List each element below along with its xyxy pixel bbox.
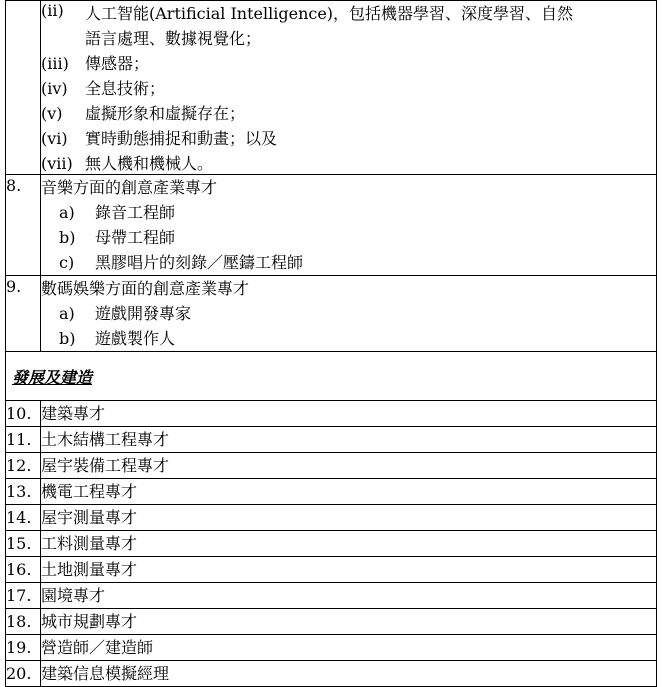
list-item [41, 76, 656, 101]
table-row [6, 557, 657, 583]
row-body-cell [41, 175, 657, 276]
row-text: 營造師／建造師 [41, 635, 657, 661]
list-item [41, 1, 656, 26]
table-row [6, 609, 657, 635]
row-text: 工料測量專才 [41, 531, 657, 557]
item-text: 人工智能(Artificial Intelligence)，包括機器學習、深度學習、自然 [85, 4, 574, 23]
section-header-row [6, 352, 657, 401]
item-text: 遊戲製作人 [95, 329, 176, 348]
table-row [6, 505, 657, 531]
section-title: 發展及建造 [12, 367, 93, 387]
list-item [41, 126, 656, 151]
table-row [6, 427, 657, 453]
table-row [6, 175, 657, 276]
table-row [6, 531, 657, 557]
item-text: 虛擬形象和虛擬存在； [85, 104, 246, 123]
item-label: b) [59, 329, 76, 348]
row-number: 18. [6, 609, 41, 635]
row-text: 城市規劃專才 [41, 609, 657, 635]
row-number: 9. [6, 276, 41, 352]
list-item [41, 151, 656, 176]
talent-list-table [5, 0, 657, 687]
table-row [6, 1, 657, 175]
category-title: 數碼娛樂方面的創意產業專才 [41, 279, 250, 298]
row-body-cell [41, 276, 657, 352]
row-text: 建築專才 [41, 401, 657, 427]
row-text: 土地測量專才 [41, 557, 657, 583]
row-number: 8. [6, 175, 41, 276]
list-item [41, 51, 656, 76]
item-label: b) [59, 228, 76, 247]
row-text: 土木結構工程專才 [41, 427, 657, 453]
item-label: a) [59, 203, 75, 222]
row-number: 13. [6, 479, 41, 505]
table-row [6, 635, 657, 661]
item-text: 錄音工程師 [95, 203, 176, 222]
list-item [41, 326, 656, 351]
item-text: 母帶工程師 [95, 228, 176, 247]
item-label: (iii) [41, 54, 69, 73]
item-text-continued: 語言處理、數據視覺化； [85, 29, 262, 48]
list-item [41, 225, 656, 250]
row-number: 14. [6, 505, 41, 531]
category-title: 音樂方面的創意產業專才 [41, 178, 218, 197]
row-number: 20. [6, 661, 41, 687]
list-item [41, 101, 656, 126]
list-item [41, 301, 656, 326]
row-number: 19. [6, 635, 41, 661]
row-number: 11. [6, 427, 41, 453]
row-number: 16. [6, 557, 41, 583]
table-row [6, 276, 657, 352]
row-number: 12. [6, 453, 41, 479]
row-number-cell [6, 1, 41, 175]
row-text: 機電工程專才 [41, 479, 657, 505]
table-row [6, 401, 657, 427]
row-text: 屋宇測量專才 [41, 505, 657, 531]
table-row [6, 661, 657, 687]
item-text: 傳感器； [85, 54, 150, 73]
list-item [41, 250, 656, 275]
item-text: 全息技術； [85, 79, 166, 98]
list-item [41, 200, 656, 225]
item-text: 無人機和機械人。 [85, 154, 214, 173]
item-label: a) [59, 304, 75, 323]
item-label: (v) [41, 104, 63, 123]
row-text: 園境專才 [41, 583, 657, 609]
table-row [6, 479, 657, 505]
item-label: (vi) [41, 129, 68, 148]
row-text: 建築信息模擬經理 [41, 661, 657, 687]
table-row [6, 583, 657, 609]
table-row [6, 453, 657, 479]
item-text: 實時動態捕捉和動畫；以及 [85, 129, 278, 148]
item-label: c) [59, 253, 75, 272]
item-label: (vii) [41, 154, 73, 173]
row-number: 17. [6, 583, 41, 609]
item-label: (iv) [41, 79, 68, 98]
row-text: 屋宇裝備工程專才 [41, 453, 657, 479]
section-header-cell [6, 352, 657, 401]
item-label: (ii) [41, 1, 64, 20]
row-number: 10. [6, 401, 41, 427]
row-number: 15. [6, 531, 41, 557]
item-text: 遊戲開發專家 [95, 304, 192, 323]
item-text: 黑膠唱片的刻錄／壓鑄工程師 [95, 253, 304, 272]
row-body-cell [41, 1, 657, 175]
